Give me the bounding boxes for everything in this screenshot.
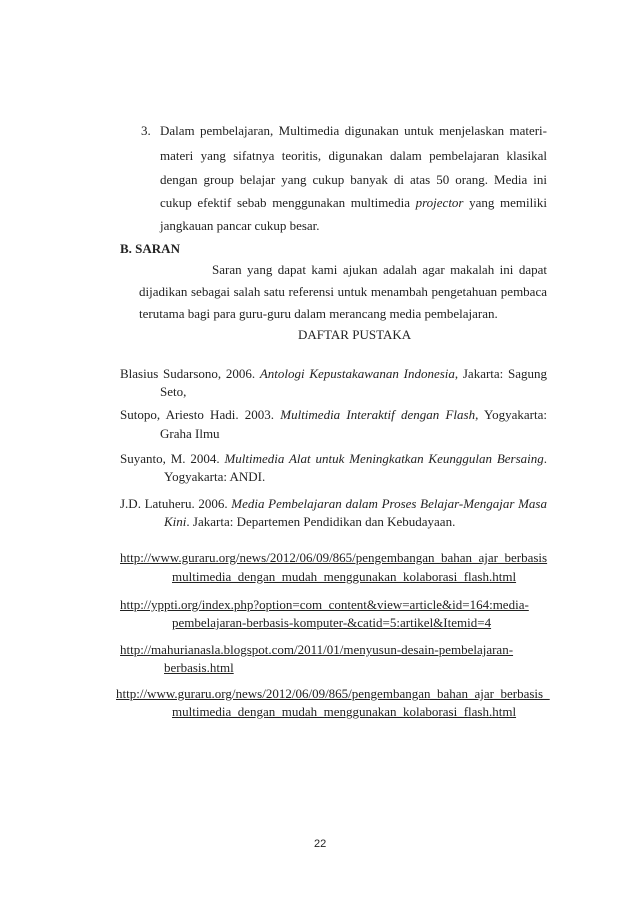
url-link[interactable]: http://yppti.org/index.php?option=com_content&view=article&id=164:media- bbox=[120, 597, 529, 612]
text-run: Blasius Sudarsono, 2006. bbox=[120, 366, 260, 381]
url-link[interactable]: multimedia_dengan_mudah_menggunakan_kolaborasi_flash.html bbox=[172, 569, 517, 584]
book-title: Antologi Kepustakawanan Indonesia bbox=[259, 366, 455, 381]
text-run: J.D. Latuheru. 2006. bbox=[120, 496, 232, 511]
reference-continuation: Graha Ilmu bbox=[160, 426, 220, 441]
reference-entry bbox=[120, 407, 547, 423]
text-run: yang memiliki bbox=[463, 195, 547, 210]
reference-entry bbox=[120, 496, 547, 512]
book-title: Kini bbox=[164, 514, 187, 529]
text-run: cukup efektif sebab menggunakan multimedia bbox=[160, 195, 416, 210]
text-run: , Yogyakarta: bbox=[475, 407, 548, 422]
reference-link[interactable] bbox=[172, 569, 516, 585]
text-run: . bbox=[543, 451, 548, 466]
text-run: Suyanto, M. 2004. bbox=[120, 451, 225, 466]
url-link[interactable]: multimedia_dengan_mudah_menggunakan_kolaborasi_flash.html bbox=[172, 704, 517, 719]
url-link[interactable]: berbasis.html bbox=[164, 660, 234, 675]
paragraph-line: jangkauan pancar cukup besar. bbox=[160, 218, 320, 233]
list-number: 3. bbox=[141, 123, 151, 138]
paragraph-line: Dalam pembelajaran, Multimedia digunakan untuk menjelaskan materi- bbox=[160, 123, 547, 138]
paragraph-line bbox=[160, 195, 547, 211]
page-number: 22 bbox=[314, 838, 327, 850]
book-title: Multimedia Interaktif dengan Flash bbox=[280, 407, 476, 422]
reference-link[interactable] bbox=[116, 686, 550, 702]
url-link[interactable]: http://mahurianasla.blogspot.com/2011/01/menyusun-desain-pembelajaran- bbox=[120, 642, 514, 657]
reference-continuation: Yogyakarta: ANDI. bbox=[164, 469, 266, 484]
url-link[interactable]: http://www.guraru.org/news/2012/06/09/865/pengembangan_bahan_ajar_berbasis_ bbox=[116, 686, 550, 701]
text-run: Sutopo, Ariesto Hadi. 2003. bbox=[120, 407, 281, 422]
bibliography-title: DAFTAR PUSTAKA bbox=[298, 327, 412, 342]
reference-link[interactable] bbox=[172, 704, 516, 720]
section-heading: B. SARAN bbox=[120, 241, 180, 256]
paragraph-line: terutama bagi para guru-guru dalam merancang media pembelajaran. bbox=[139, 306, 498, 321]
reference-link[interactable] bbox=[164, 660, 234, 676]
url-link[interactable]: http://www.guraru.org/news/2012/06/09/865/pengembangan_bahan_ajar_berbasis bbox=[120, 550, 548, 565]
text-run: , Jakarta: Sagung bbox=[454, 366, 548, 381]
paragraph-line: dengan group belajar yang cukup banyak di atas 50 orang. Media ini bbox=[160, 172, 547, 187]
reference-entry bbox=[120, 451, 547, 467]
reference-link[interactable] bbox=[120, 642, 513, 658]
text-run: . Jakarta: Departemen Pendidikan dan Kebudayaan. bbox=[186, 514, 456, 529]
paragraph-line: Saran yang dapat kami ajukan adalah agar makalah ini dapat bbox=[212, 262, 547, 277]
reference-continuation: Seto, bbox=[160, 384, 187, 399]
book-title: Media Pembelajaran dalam Proses Belajar-Mengajar Masa bbox=[231, 496, 547, 511]
book-title: Multimedia Alat untuk Meningkatkan Keunggulan Bersaing bbox=[224, 451, 544, 466]
paragraph-line: dijadikan sebagai salah satu referensi untuk menambah pengetahuan pembaca bbox=[139, 284, 547, 299]
reference-link[interactable] bbox=[120, 550, 547, 566]
reference-continuation bbox=[164, 514, 455, 530]
reference-link[interactable] bbox=[120, 597, 529, 613]
url-link[interactable]: pembelajaran-berbasis-komputer-&catid=5:artikel&Itemid=4 bbox=[172, 615, 492, 630]
paragraph-line: materi yang sifatnya teoritis, digunakan dalam pembelajaran klasikal bbox=[160, 148, 547, 163]
reference-link[interactable] bbox=[172, 615, 491, 631]
reference-entry bbox=[120, 366, 547, 382]
emphasis: projector bbox=[415, 195, 464, 210]
